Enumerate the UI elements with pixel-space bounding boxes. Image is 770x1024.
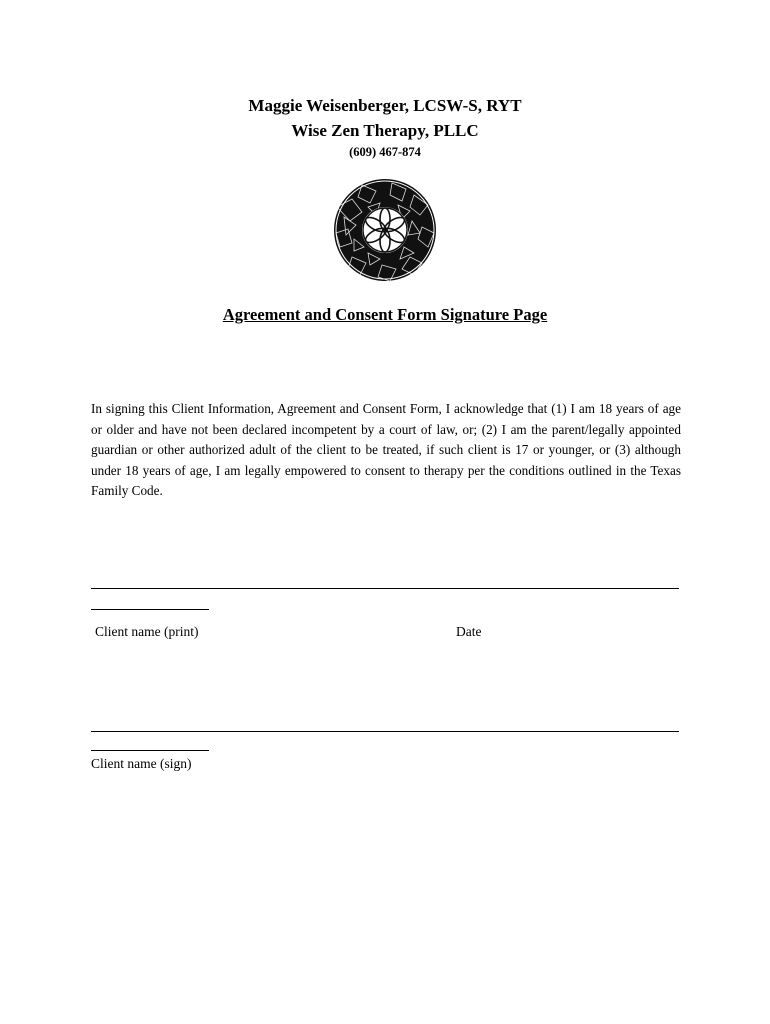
client-name-print-line[interactable] [91, 588, 679, 589]
date-label: Date [456, 624, 482, 639]
client-name-sign-label: Client name (sign) [91, 756, 192, 771]
phone-number: (609) 467-874 [349, 145, 421, 159]
client-name-print-label: Client name (print) [95, 624, 199, 639]
client-name-print-line-continued[interactable] [91, 609, 209, 610]
provider-name: Maggie Weisenberger, LCSW-S, RYT [248, 96, 522, 115]
client-signature-line[interactable] [91, 731, 679, 732]
consent-paragraph: In signing this Client Information, Agreement and Consent Form, I acknowledge that (1) I am 18 years of age or older and have not been declared incompetent by a court of law, or; (2) I am the parent/legally appointed guardian or other authorized adult of the client to be treated, if such client is 17 or younger, or (3) although under 18 years of age, I am legally empowered to consent to therapy per the conditions outlined in the Texas Family Code. [91, 401, 681, 498]
mandala-seal-icon [332, 177, 438, 283]
client-signature-line-continued[interactable] [91, 750, 209, 751]
practice-name: Wise Zen Therapy, PLLC [291, 121, 479, 140]
form-title: Agreement and Consent Form Signature Page [222, 305, 548, 324]
